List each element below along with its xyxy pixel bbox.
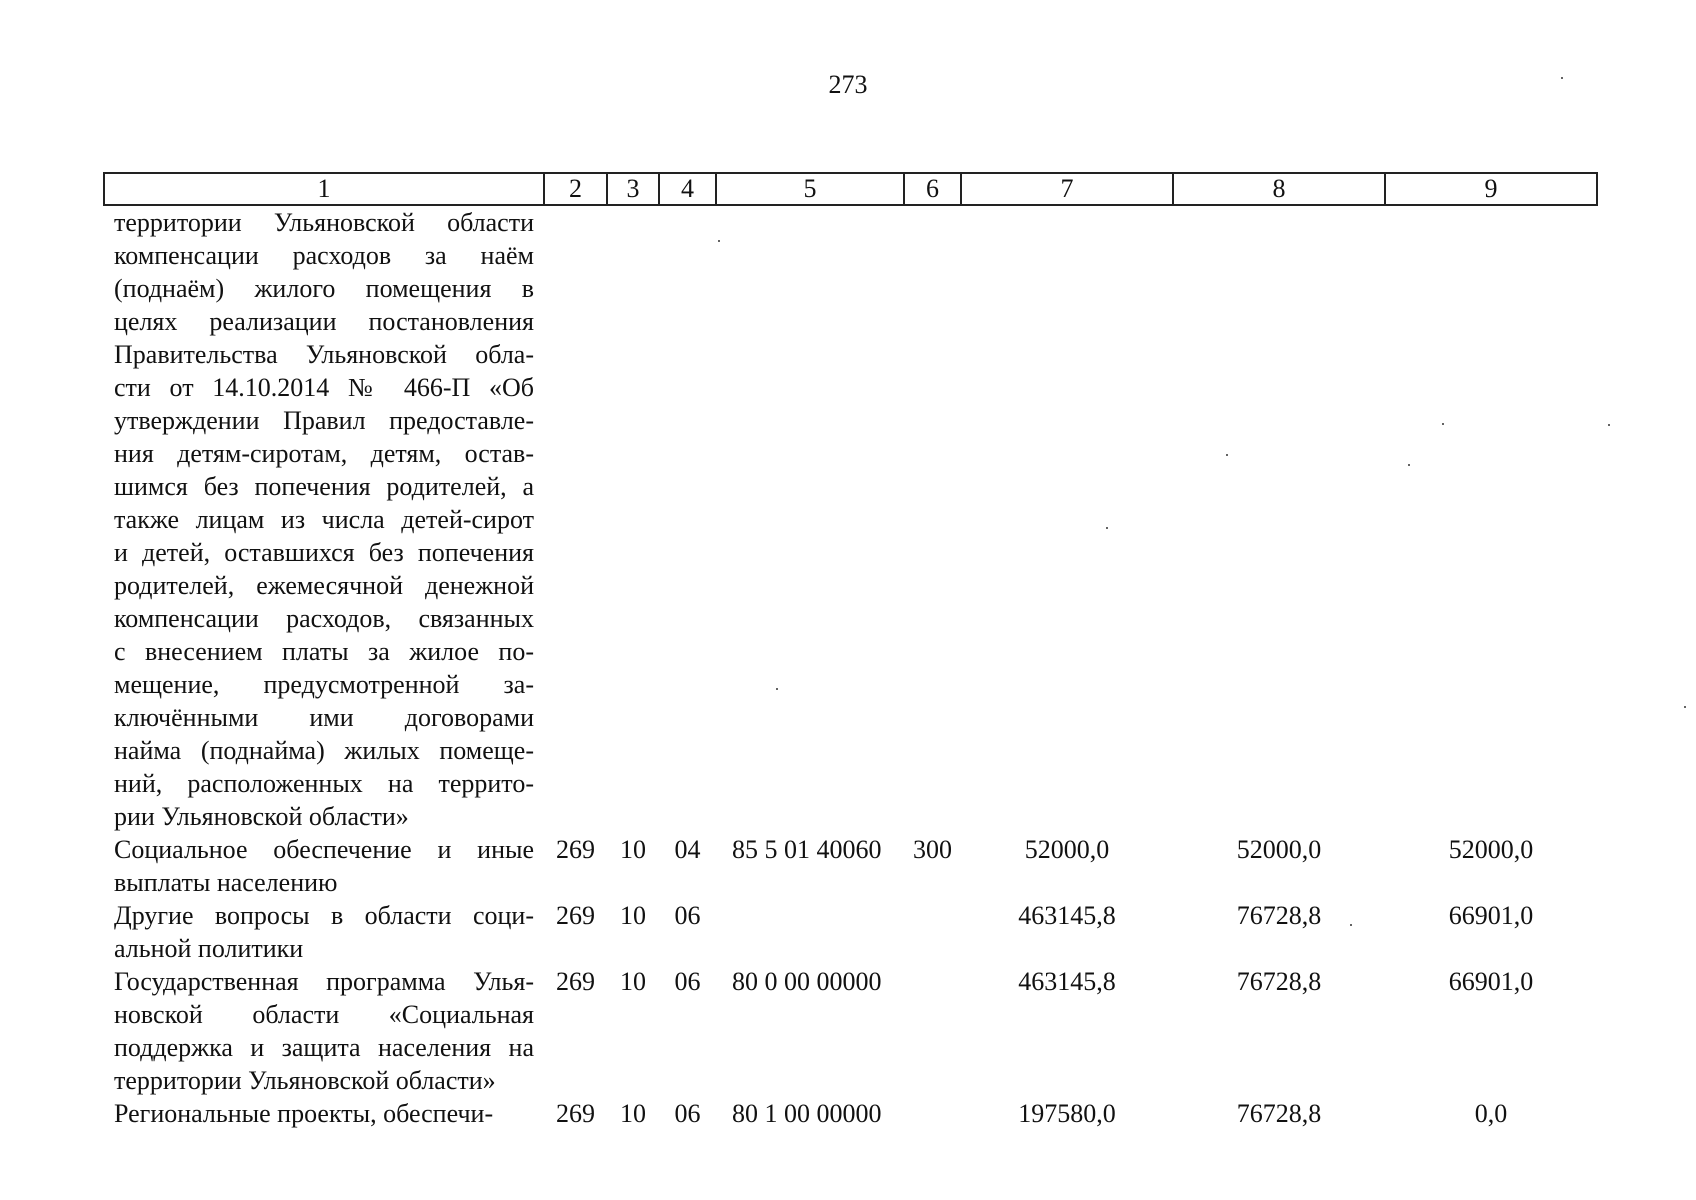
cell-expense-type [904, 1097, 961, 1130]
description-line: Региональные проекты, обеспечи- [114, 1099, 494, 1128]
cell-amount-col9: 0,0 [1474, 1099, 1508, 1128]
cell-amount-col7: 197580,0 [1018, 1099, 1116, 1128]
cell-amount-col9: 66901,0 [1448, 967, 1534, 996]
cell-subsection [659, 205, 716, 833]
table-row [104, 899, 1597, 965]
cell-amount-col7: 463145,8 [1018, 901, 1116, 930]
cell-target-article [716, 899, 904, 965]
page-number-text: 273 [828, 70, 868, 99]
column-header-5: 5 [716, 173, 904, 205]
scan-speck [1408, 464, 1410, 466]
description-line: поддержка и защита населения на [114, 1033, 534, 1062]
description-line: целях реализации постановления [114, 307, 534, 336]
table-row [104, 205, 1597, 833]
description-line: и детей, оставшихся без попечения [114, 538, 534, 567]
description-line: выплаты населению [114, 868, 338, 897]
cell-amount-col8: 52000,0 [1236, 835, 1322, 864]
cell-expense-type [904, 965, 961, 1097]
cell-target-article: 85 5 01 40060 [732, 835, 882, 864]
budget-table-container [103, 172, 1596, 1130]
description-line: мещение, предусмотренной за- [114, 670, 534, 699]
cell-amount-col9: 52000,0 [1448, 835, 1534, 864]
cell-section [607, 205, 659, 833]
description-line: найма (поднайма) жилых помеще- [114, 736, 534, 765]
row-description [104, 899, 544, 965]
column-header-4: 4 [659, 173, 716, 205]
description-line: ния детям-сиротам, детям, остав- [114, 439, 534, 468]
cell-amount-col8: 76728,8 [1236, 1099, 1322, 1128]
description-line: компенсации расходов за наём [114, 241, 534, 270]
cell-target-article: 80 0 00 00000 [732, 967, 882, 996]
description-line: Социальное обеспечение и иные [114, 835, 534, 864]
cell-subsection: 06 [674, 1099, 701, 1128]
column-header-6: 6 [904, 173, 961, 205]
scan-speck [718, 240, 720, 242]
description-line: также лицам из числа детей-сирот [114, 505, 534, 534]
cell-admin-code: 269 [556, 967, 595, 996]
column-header-7: 7 [961, 173, 1173, 205]
cell-target-article [716, 205, 904, 833]
table-row [104, 1097, 1597, 1130]
description-line: Государственная программа Улья- [114, 967, 534, 996]
scan-speck [1684, 706, 1686, 708]
cell-expense-type [904, 205, 961, 833]
cell-section: 10 [620, 1099, 646, 1128]
table-row [104, 833, 1597, 899]
description-line: ний, расположенных на террито- [114, 769, 534, 798]
cell-admin-code: 269 [556, 835, 595, 864]
scan-speck [1106, 527, 1108, 529]
cell-amount-col7 [961, 205, 1173, 833]
scan-speck [1608, 424, 1610, 426]
column-header-3: 3 [607, 173, 659, 205]
description-line: утверждении Правил предоставле- [114, 406, 534, 435]
cell-admin-code: 269 [556, 901, 595, 930]
row-description [104, 205, 544, 833]
description-line: (поднаём) жилого помещения в [114, 274, 534, 303]
scan-speck [1226, 454, 1228, 456]
cell-section: 10 [620, 967, 646, 996]
page-number [0, 70, 1696, 100]
description-line: территории Ульяновской области [114, 208, 534, 237]
table-body [104, 205, 1597, 1130]
cell-amount-col7: 52000,0 [1024, 835, 1110, 864]
column-header-2: 2 [544, 173, 607, 205]
description-line: шимся без попечения родителей, а [114, 472, 534, 501]
description-line: сти от 14.10.2014 № 466-П «Об [114, 373, 534, 402]
column-header-1: 1 [104, 173, 544, 205]
description-line: рии Ульяновской области» [114, 802, 409, 831]
cell-subsection: 04 [674, 835, 701, 864]
cell-subsection: 06 [674, 901, 701, 930]
description-line: родителей, ежемесячной денежной [114, 571, 534, 600]
description-line: новской области «Социальная [114, 1000, 534, 1029]
column-header-9: 9 [1385, 173, 1597, 205]
description-line: территории Ульяновской области» [114, 1066, 496, 1095]
row-description [104, 965, 544, 1097]
cell-subsection: 06 [674, 967, 701, 996]
cell-amount-col9 [1385, 205, 1597, 833]
row-description [104, 1097, 544, 1130]
budget-table [103, 172, 1598, 1130]
cell-amount-col7: 463145,8 [1018, 967, 1116, 996]
column-header-8: 8 [1173, 173, 1385, 205]
scan-speck [1350, 924, 1352, 926]
cell-amount-col8: 76728,8 [1236, 901, 1322, 930]
cell-amount-col9: 66901,0 [1448, 901, 1534, 930]
cell-amount-col8 [1173, 205, 1385, 833]
cell-target-article: 80 1 00 00000 [732, 1099, 882, 1128]
table-row [104, 965, 1597, 1097]
description-line: компенсации расходов, связанных [114, 604, 534, 633]
scan-speck [1561, 77, 1563, 79]
description-line: Другие вопросы в области соци- [114, 901, 534, 930]
description-line: альной политики [114, 934, 304, 963]
description-line: ключёнными ими договорами [114, 703, 534, 732]
row-description [104, 833, 544, 899]
table-header [104, 173, 1597, 205]
cell-section: 10 [620, 901, 646, 930]
cell-section: 10 [620, 835, 646, 864]
cell-expense-type [904, 899, 961, 965]
header-row [104, 173, 1597, 205]
cell-expense-type: 300 [913, 835, 952, 864]
cell-amount-col8: 76728,8 [1236, 967, 1322, 996]
description-line: Правительства Ульяновской обла- [114, 340, 534, 369]
cell-admin-code [544, 205, 607, 833]
scan-speck [1442, 423, 1444, 425]
cell-admin-code: 269 [556, 1099, 595, 1128]
scan-speck [776, 688, 778, 690]
description-line: с внесением платы за жилое по- [114, 637, 534, 666]
